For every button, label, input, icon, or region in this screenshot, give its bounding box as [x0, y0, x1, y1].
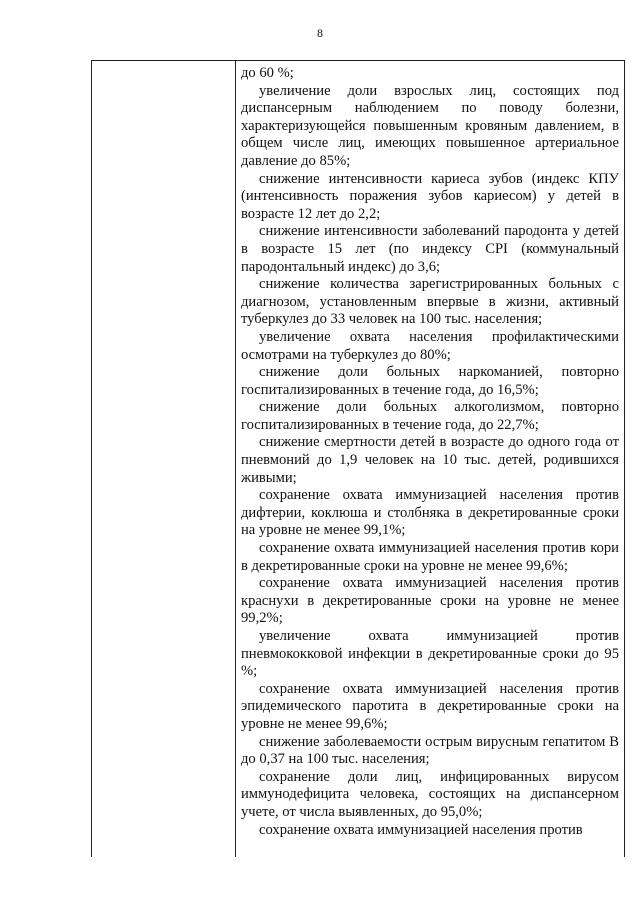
table-left-cell [92, 61, 236, 857]
list-item: сохранение охвата иммунизацией населения против эпидемического паротита в декретированные сроки на уровне не менее 99,6%; [241, 680, 619, 732]
target-indicators-list [236, 61, 624, 839]
list-item: снижение интенсивности кариеса зубов (индекс КПУ (интенсивность поражения зубов кариесом) у детей в возрасте 12 лет до 2,2; [241, 170, 619, 222]
list-item: снижение количества зарегистрированных больных с диагнозом, установленным впервые в жизни, активный туберкулез до 33 человек на 100 тыс. населения; [241, 276, 619, 328]
list-item: увеличение охвата населения профилактическими осмотрами на туберкулез до 80%; [241, 328, 619, 363]
page-number: 8 [317, 26, 323, 40]
list-item: снижение смертности детей в возрасте до одного года от пневмоний до 1,9 человек на 10 тыс. детей, родившихся живыми; [241, 434, 619, 486]
list-item: сохранение охвата иммунизацией населения против [259, 821, 583, 838]
list-item: увеличение доли взрослых лиц, состоящих под диспансерным наблюдением по поводу болезни, характеризующейся повышенным кровяным давлением, в общем числе лиц, имеющих повышенное артериальное давление до 85%; [241, 82, 619, 169]
list-item: сохранение охвата иммунизацией населения против дифтерии, коклюша и столбняка в декретированные сроки на уровне не менее 99,1%; [241, 487, 619, 539]
list-item: снижение интенсивности заболеваний пародонта у детей в возрасте 15 лет (по индексу CPI (коммунальный пародонтальный индекс) до 3,6; [241, 223, 619, 275]
list-item: снижение доли больных алкоголизмом, повторно госпитализированных в течение года, до 22,7%; [241, 399, 619, 433]
list-item: сохранение охвата иммунизацией населения против краснухи в декретированные сроки на уровне не менее 99,2%; [241, 575, 619, 627]
table-right-cell [236, 61, 624, 857]
list-item: сохранение охвата иммунизацией населения против кори в декретированные сроки на уровне не менее 99,6%; [241, 540, 619, 574]
list-item: снижение доли больных наркоманией, повторно госпитализированных в течение года, до 16,5%; [241, 364, 619, 398]
list-item: сохранение доли лиц, инфицированных вирусом иммунодефицита человека, состоящих на диспансерном учете, от числа выявленных, до 95,0%; [241, 768, 619, 820]
list-item: до 60 %; [241, 65, 294, 81]
document-table [91, 60, 625, 857]
list-item: увеличение охвата иммунизацией против пневмококковой инфекции в декретированные сроки до 95 %; [241, 628, 619, 680]
list-item: снижение заболеваемости острым вирусным гепатитом В до 0,37 на 100 тыс. населения; [241, 733, 619, 768]
